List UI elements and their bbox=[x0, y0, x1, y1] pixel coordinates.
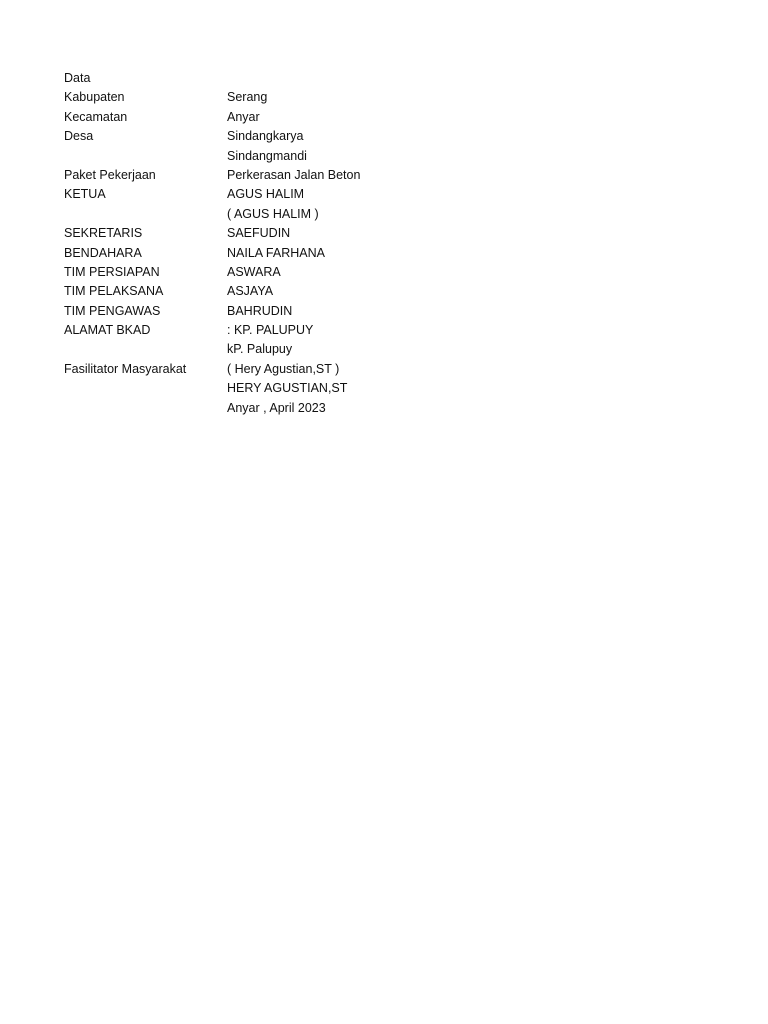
row-sekretaris bbox=[64, 224, 704, 243]
row-desa bbox=[64, 127, 704, 146]
row-label: Fasilitator Masyarakat bbox=[64, 361, 187, 376]
row-label: ALAMAT BKAD bbox=[64, 323, 151, 338]
row-alamat-bkad-2 bbox=[64, 340, 704, 359]
row-value: SAEFUDIN bbox=[227, 226, 291, 241]
row-value: ASJAYA bbox=[227, 284, 274, 299]
row-kabupaten bbox=[64, 88, 704, 107]
row-value: Sindangmandi bbox=[227, 148, 307, 163]
row-label: Kabupaten bbox=[64, 90, 125, 105]
row-label bbox=[64, 340, 227, 359]
row-value: Anyar , April 2023 bbox=[227, 400, 326, 415]
row-value: NAILA FARHANA bbox=[227, 245, 325, 260]
row-tim-pelaksana bbox=[64, 282, 704, 301]
row-label: TIM PENGAWAS bbox=[64, 303, 161, 318]
row-label bbox=[64, 379, 227, 398]
row-fasilitator-name bbox=[64, 379, 704, 398]
row-label bbox=[64, 205, 227, 224]
row-ketua bbox=[64, 185, 704, 204]
row-label: TIM PELAKSANA bbox=[64, 284, 164, 299]
row-paket-pekerjaan bbox=[64, 166, 704, 185]
row-label: SEKRETARIS bbox=[64, 226, 143, 241]
row-label: Data bbox=[64, 71, 91, 85]
row-label bbox=[64, 399, 227, 418]
row-value: ASWARA bbox=[227, 264, 281, 279]
row-tim-pengawas bbox=[64, 302, 704, 321]
row-value: Anyar bbox=[227, 109, 260, 124]
row-value: BAHRUDIN bbox=[227, 303, 293, 318]
document-sheet bbox=[64, 69, 704, 418]
row-label: KETUA bbox=[64, 187, 106, 202]
row-alamat-bkad bbox=[64, 321, 704, 340]
row-value: : KP. PALUPUY bbox=[227, 323, 314, 338]
row-bendahara bbox=[64, 244, 704, 263]
row-label: BENDAHARA bbox=[64, 245, 142, 260]
row-label: TIM PERSIAPAN bbox=[64, 264, 160, 279]
row-kecamatan bbox=[64, 108, 704, 127]
row-value: HERY AGUSTIAN,ST bbox=[227, 381, 348, 396]
row-data bbox=[64, 69, 704, 88]
row-place-date bbox=[64, 399, 704, 418]
row-value: ( AGUS HALIM ) bbox=[227, 206, 319, 221]
row-label: Paket Pekerjaan bbox=[64, 167, 156, 182]
row-fasilitator-masyarakat bbox=[64, 360, 704, 379]
row-label: Kecamatan bbox=[64, 109, 128, 124]
row-value: ( Hery Agustian,ST ) bbox=[227, 361, 340, 376]
row-value: kP. Palupuy bbox=[227, 342, 293, 357]
row-ketua-signature bbox=[64, 205, 704, 224]
row-value: Serang bbox=[227, 90, 268, 105]
row-label bbox=[64, 147, 227, 166]
row-label: Desa bbox=[64, 129, 94, 144]
row-desa-2 bbox=[64, 147, 704, 166]
row-value: AGUS HALIM bbox=[227, 187, 305, 202]
row-value bbox=[227, 69, 704, 88]
row-tim-persiapan bbox=[64, 263, 704, 282]
row-value: Sindangkarya bbox=[227, 129, 304, 144]
row-value: Perkerasan Jalan Beton bbox=[227, 167, 361, 182]
